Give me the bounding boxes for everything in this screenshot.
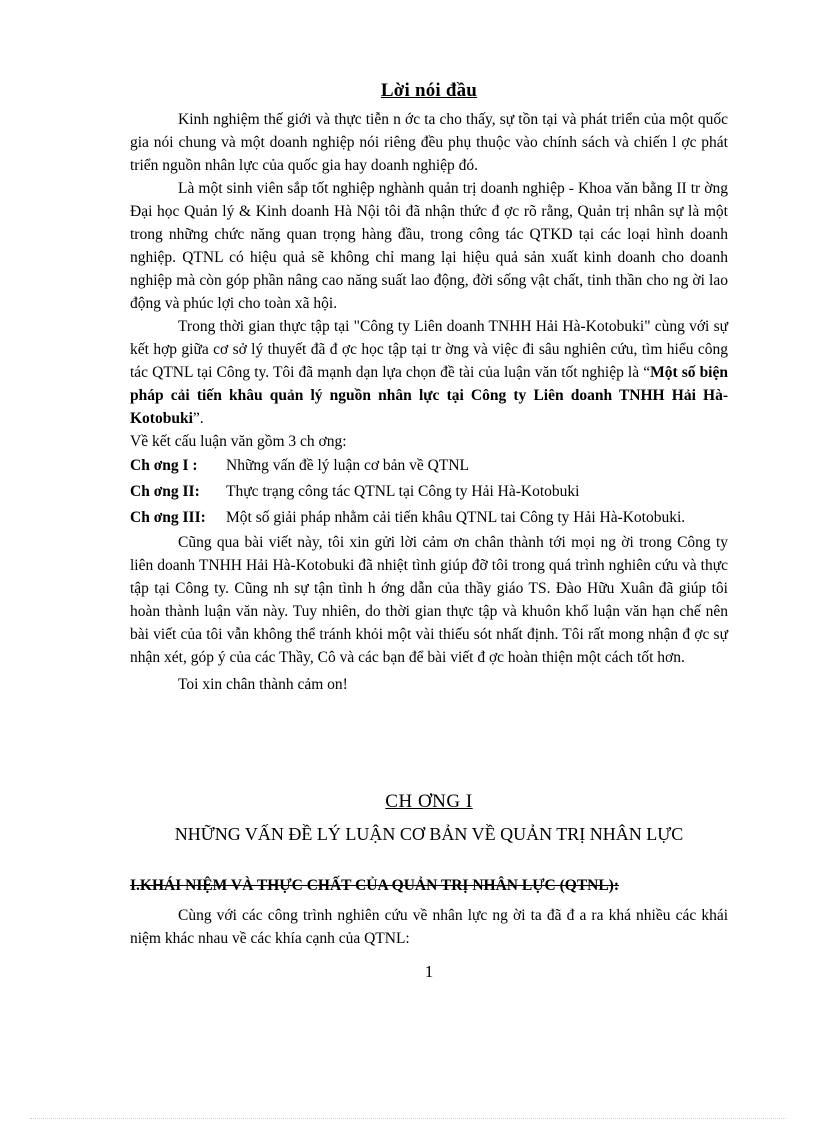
intro-paragraph-3	[130, 315, 728, 430]
page-footer-divider	[30, 1118, 786, 1119]
intro-paragraph-5: Cũng qua bài viết này, tôi xin gửi lời cảm ơn chân thành tới mọi ng ời trong Công ty liên doanh TNHH Hải Hà-Kotobuki đã nhiệt tình giúp đỡ tôi trong quá trình nghiên cứu và thực tập tại Công ty. Cũng nh sự tận tình h ớng dẫn của thầy giáo TS. Đào Hữu Xuân đã giúp tôi hoàn thành luận văn này. Tuy nhiên, do thời gian thực tập và khuôn khổ luận văn hạn chế nên bài viết của tôi vẫn không thể tránh khỏi một vài thiếu sót nhất định. Tôi rất mong nhận đ ợc sự nhận xét, góp ý của các Thầy, Cô và các bạn để bài viết đ ợc hoàn thiện một cách tốt hơn.	[130, 534, 728, 666]
thanks-line: Toi xin chân thành cảm on!	[178, 676, 348, 693]
chapter-list-item	[130, 505, 728, 531]
chapter-text: Một số giải pháp nhằm cải tiến khâu QTNL tai Công ty Hải Hà-Kotobuki.	[226, 509, 686, 526]
section-paragraph: Cùng với các công trình nghiên cứu về nhân lực ng ời ta đã đ a ra khá nhiều các khái niệm khác nhau về các khía cạnh của QTNL:	[130, 907, 728, 947]
chapter-label: Ch ơng I :	[130, 457, 198, 474]
document-title: Lời nói đầu	[380, 80, 478, 101]
chapter-label: Ch ơng II:	[130, 483, 200, 500]
structure-intro: Về kết cấu luận văn gồm 3 ch ơng:	[130, 433, 347, 450]
chapter-text: Những vấn đề lý luận cơ bản về QTNL	[226, 457, 470, 474]
section-heading: I.KHÁI NIỆM VÀ THỰC CHẤT CỦA QUẢN TRỊ NHÂN LỰC (QTNL):	[130, 877, 620, 894]
intro-paragraph-2: Là một sinh viên sắp tốt nghiệp nghành quản trị doanh nghiệp - Khoa văn bằng II tr ờng Đại học Quản lý & Kinh doanh Hà Nội tôi đã nhận thức đ ợc rõ rằng, Quản trị nhân sự là một trong những chức năng quan trọng hàng đầu, trong công tác QTKD tại các loại hình doanh nghiệp. QTNL có hiệu quả sẽ không chỉ mang lại hiệu quả sản xuất kinh doanh cho doanh nghiệp mà còn góp phần nâng cao năng suất lao động, đời sống vật chất, tinh thần cho ng ời lao động và phúc lợi cho toàn xã hội.	[130, 180, 728, 312]
chapter-list-item	[130, 479, 728, 505]
intro-paragraph-1: Kinh nghiệm thế giới và thực tiễn n ớc ta cho thấy, sự tồn tại và phát triển của một quốc gia nói chung và một doanh nghiệp nói riêng đều phụ thuộc vào chính sách và chiến l ợc phát triển nguồn nhân lực của quốc gia hay doanh nghiệp đó.	[130, 111, 728, 174]
page-number: 1	[424, 962, 434, 981]
thesis-topic: Một số biện pháp cải tiến khâu quản lý nguồn nhân lực tại Công ty Liên doanh TNHH Hải Hà-Kotobuki	[130, 364, 728, 427]
chapter-label: Ch ơng III:	[130, 509, 206, 526]
paragraph-3-end: ”.	[192, 410, 204, 427]
chapter-text: Thực trạng công tác QTNL tại Công ty Hải Hà-Kotobuki	[226, 483, 580, 500]
chapter-list-item	[130, 453, 728, 479]
paragraph-3-text: Trong thời gian thực tập tại "Công ty Liên doanh TNHH Hải Hà-Kotobuki" cùng với sự kết hợp giữa cơ sở lý thuyết đã đ ợc học tập tại tr ờng và việc đi sâu nghiên cứu, tìm hiểu công tác QTNL tại Công ty. Tôi đã mạnh dạn lựa chọn đề tài của luận văn tốt nghiệp là “	[130, 318, 728, 381]
chapter-subtitle: NHỮNG VẤN ĐỀ LÝ LUẬN CƠ BẢN VỀ QUẢN TRỊ NHÂN LỰC	[174, 824, 684, 844]
document-page	[130, 70, 728, 982]
chapter-heading: CH ƠNG I	[385, 791, 473, 812]
